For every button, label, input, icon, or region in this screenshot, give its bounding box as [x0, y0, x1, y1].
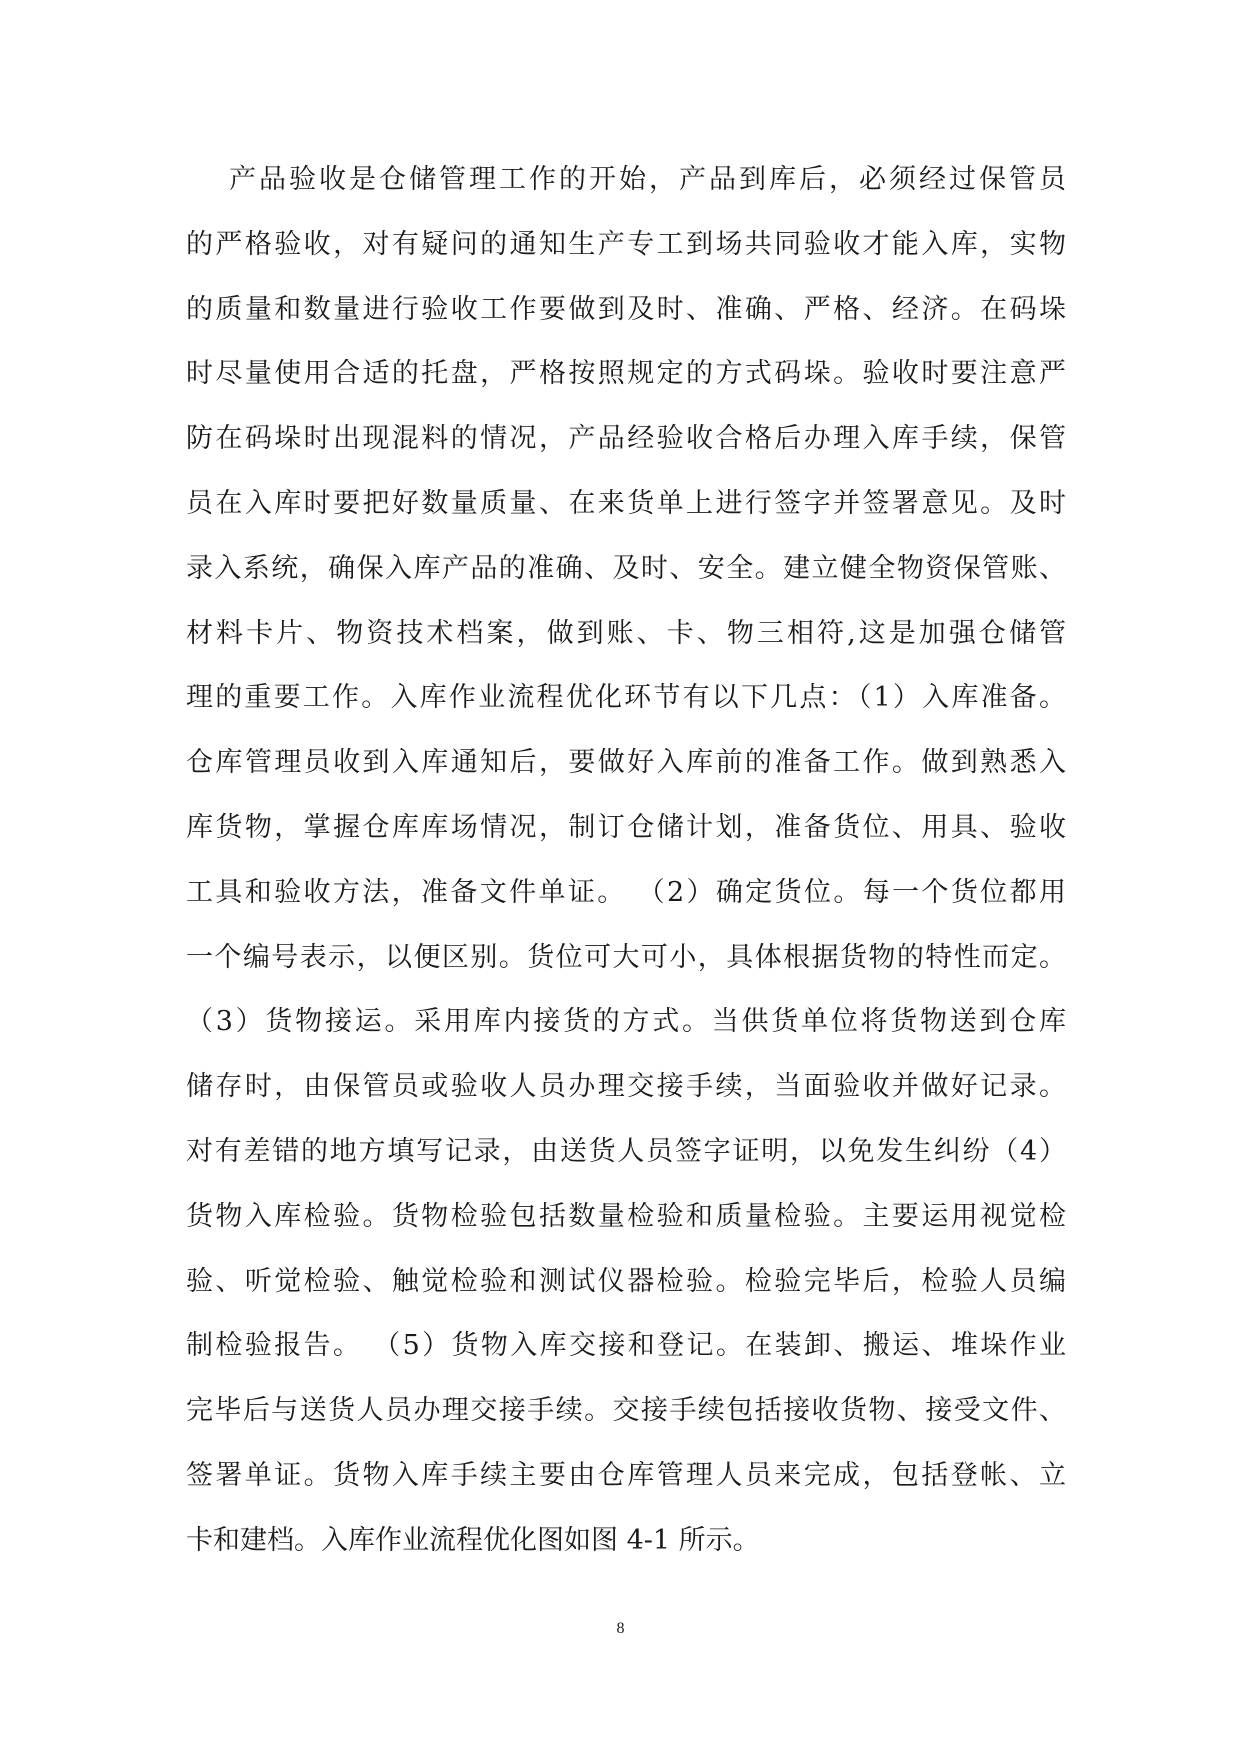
paragraph-line: 理的重要工作。入库作业流程优化环节有以下几点：（1）入库准备。	[186, 682, 1066, 714]
body-paragraph	[186, 148, 1066, 1574]
paragraph-line: 卡和建档。入库作业流程优化图如图 4-1 所示。	[186, 1524, 760, 1556]
paragraph-line: 验、听觉检验、触觉检验和测试仪器检验。检验完毕后，检验人员编	[186, 1265, 1066, 1297]
paragraph-line: 录入系统，确保入库产品的准确、及时、安全。建立健全物资保管账、	[186, 552, 1066, 584]
paragraph-line: 的严格验收，对有疑问的通知生产专工到场共同验收才能入库，实物	[186, 228, 1066, 260]
paragraph-line: 一个编号表示，以便区别。货位可大可小，具体根据货物的特性而定。	[186, 941, 1066, 973]
paragraph-line: （3）货物接运。采用库内接货的方式。当供货单位将货物送到仓库	[186, 1006, 1066, 1038]
paragraph-line: 时尽量使用合适的托盘，严格按照规定的方式码垛。验收时要注意严	[186, 358, 1066, 390]
paragraph-line: 仓库管理员收到入库通知后，要做好入库前的准备工作。做到熟悉入	[186, 747, 1066, 779]
paragraph-line: 对有差错的地方填写记录，由送货人员签字证明，以免发生纠纷（4）	[186, 1135, 1066, 1167]
page-number: 8	[616, 1620, 625, 1637]
paragraph-line: 防在码垛时出现混料的情况，产品经验收合格后办理入库手续，保管	[186, 423, 1066, 455]
paragraph-line: 材料卡片、物资技术档案，做到账、卡、物三相符,这是加强仓储管	[186, 617, 1066, 649]
paragraph-line: 完毕后与送货人员办理交接手续。交接手续包括接收货物、接受文件、	[186, 1395, 1066, 1427]
paragraph-line: 签署单证。货物入库手续主要由仓库管理人员来完成，包括登帐、立	[186, 1459, 1066, 1491]
paragraph-line: 储存时，由保管员或验收人员办理交接手续，当面验收并做好记录。	[186, 1071, 1066, 1103]
paragraph-line: 员在入库时要把好数量质量、在来货单上进行签字并签署意见。及时	[186, 487, 1066, 519]
paragraph-line: 货物入库检验。货物检验包括数量检验和质量检验。主要运用视觉检	[186, 1200, 1066, 1232]
paragraph-line: 制检验报告。 （5）货物入库交接和登记。在装卸、搬运、堆垛作业	[186, 1330, 1066, 1362]
paragraph-line: 的质量和数量进行验收工作要做到及时、准确、严格、经济。在码垛	[186, 293, 1066, 325]
paragraph-line: 产品验收是仓储管理工作的开始，产品到库后，必须经过保管员	[229, 164, 1066, 195]
paragraph-line: 库货物，掌握仓库库场情况，制订仓储计划，准备货位、用具、验收	[186, 811, 1066, 843]
paragraph-line: 工具和验收方法，准备文件单证。 （2）确定货位。每一个货位都用	[186, 876, 1066, 908]
